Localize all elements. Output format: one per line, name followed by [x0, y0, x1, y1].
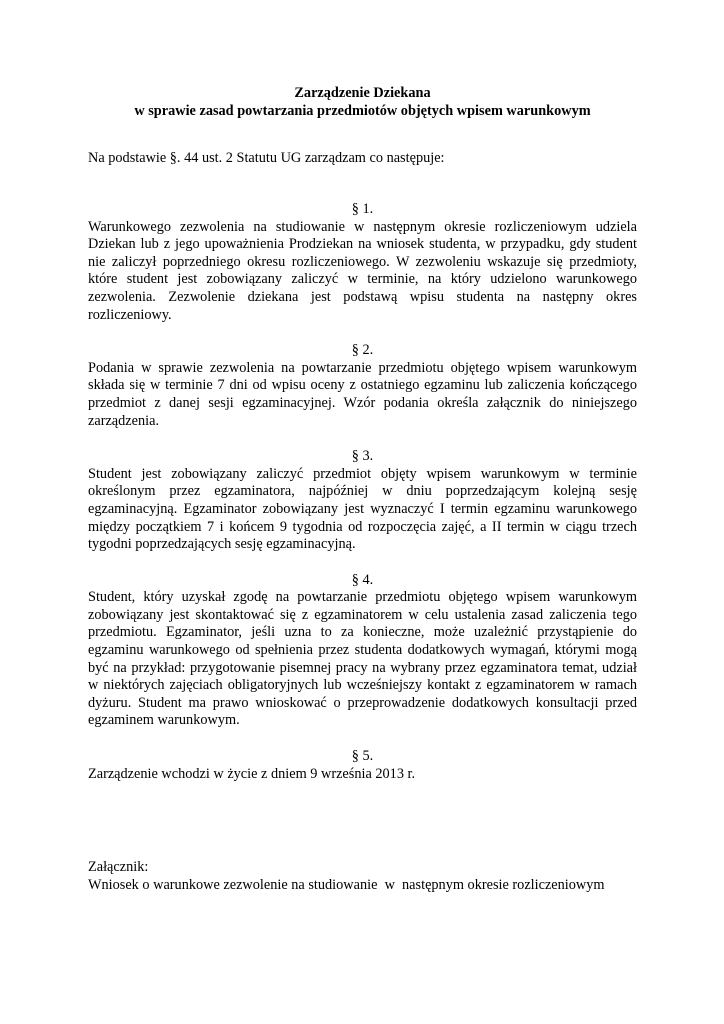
section-number: § 3.	[351, 448, 374, 465]
section-text: Zarządzenie wchodzi w życie z dniem 9 września 2013 r.	[88, 765, 416, 782]
document-title: Zarządzenie Dziekana	[294, 85, 431, 101]
section-number: § 2.	[351, 342, 374, 359]
attachment-label: Załącznik:	[88, 859, 149, 876]
document-title-block	[88, 84, 637, 120]
intro-paragraph: Na podstawie §. 44 ust. 2 Statutu UG zarządzam co następuje:	[88, 150, 445, 166]
section-5	[88, 748, 637, 783]
section-4	[88, 572, 637, 730]
section-number: § 4.	[351, 571, 374, 588]
section-number: § 5.	[351, 748, 374, 765]
section-text: Podania w sprawie zezwolenia na powtarzanie przedmiotu objętego wpisem warunkowym składa się w terminie 7 dni od wpisu oceny z ostatniego egzaminu lub zaliczenia kończącego przedmiot z danej sesji egzaminacyjnej. Wzór podania określa załącznik do niniejszego zarządzenia.	[88, 359, 637, 429]
document-page	[88, 84, 637, 894]
section-text: Student jest zobowiązany zaliczyć przedmiot objęty wpisem warunkowym w terminie określonym przez egzaminatora, najpóźniej w dniu poprzedzającym kolejną sesję egzaminacyjną. Egzaminator zobowiązany jest wyznaczyć I termin egzaminu warunkowego między początkiem 7 i końcem 9 tygodnia od rozpoczęcia zajęć, a II termin w ciągu trzech tygodni poprzedzających sesję egzaminacyjną.	[88, 465, 637, 553]
section-3	[88, 448, 637, 554]
attachment-text: Wniosek o warunkowe zezwolenie na studiowanie w następnym okresie rozliczeniowym	[88, 876, 605, 893]
section-2	[88, 342, 637, 430]
document-subtitle: w sprawie zasad powtarzania przedmiotów objętych wpisem warunkowym	[134, 103, 591, 119]
section-text: Student, który uzyskał zgodę na powtarzanie przedmiotu objętego wpisem warunkowym zobowiązany jest skontaktować się z egzaminatorem w celu ustalenia zasad zaliczenia tego przedmiotu. Egzaminator, jeśli uzna to za konieczne, może uzależnić przystąpienie do egzaminu warunkowego od spełnienia przez studenta dodatkowych wymagań, którymi mogą być na przykład: przygotowanie pisemnej pracy na wybrany przez egzaminatora temat, udział w niektórych zajęciach obligatoryjnych lub wcześniejszy kontakt z egzaminatorem w ramach dyżuru. Student ma prawo wnioskować o przeprowadzenie dodatkowych konsultacji przed egzaminem warunkowym.	[88, 589, 637, 729]
attachment-block	[88, 859, 637, 894]
section-text: Warunkowego zezwolenia na studiowanie w następnym okresie rozliczeniowym udziela Dziekan lub z jego upoważnienia Prodziekan na wniosek studenta, w przypadku, gdy student nie zaliczył poprzedniego okresu rozliczeniowego. W zezwoleniu wskazuje się przedmioty, które student jest zobowiązany zaliczyć w terminie, na który udzielono warunkowego zezwolenia. Zezwolenie dziekana jest podstawą wpisu studenta na następny okres rozliczeniowy.	[88, 218, 637, 323]
section-number: § 1.	[351, 201, 374, 217]
section-1	[88, 201, 637, 324]
